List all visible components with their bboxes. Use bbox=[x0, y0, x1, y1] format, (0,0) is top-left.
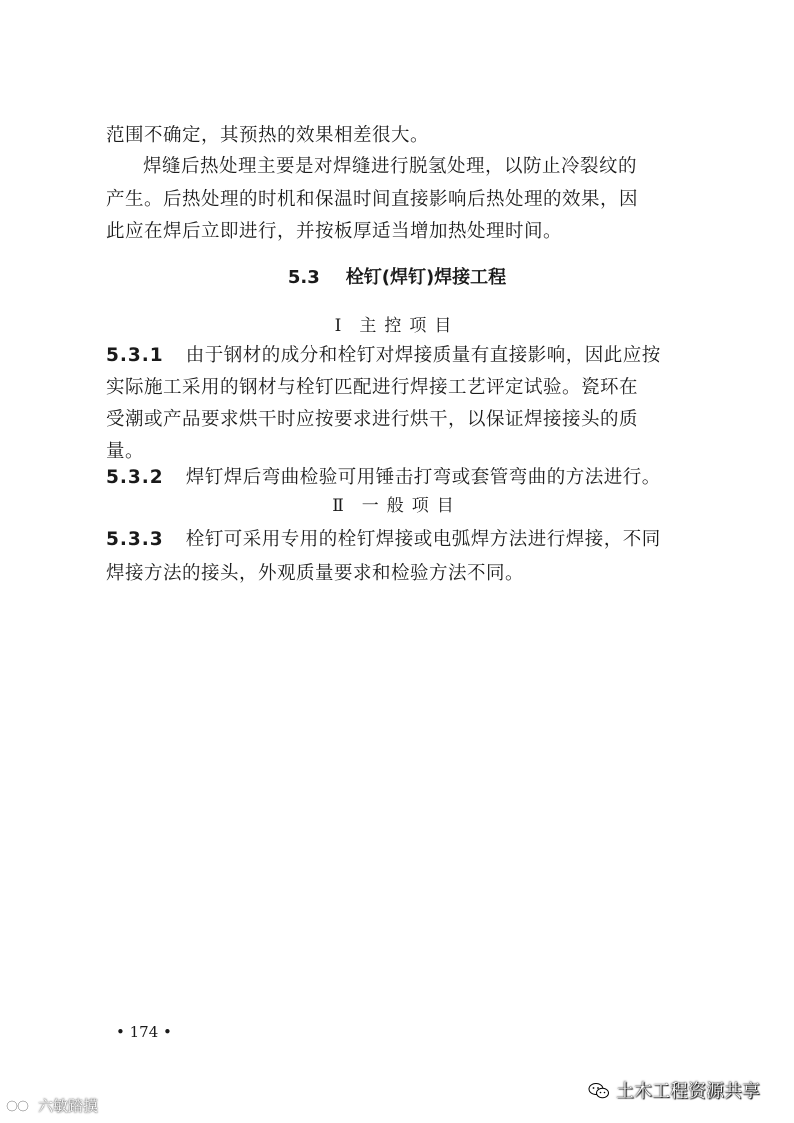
line-intro-2: 焊缝后热处理主要是对焊缝进行脱氢处理，以防止冷裂纹的 bbox=[143, 156, 638, 177]
watermark-account-text: 土木工程资源共享 bbox=[616, 1081, 760, 1102]
watermark-site-text: 六敏踏摸 bbox=[38, 1097, 99, 1115]
subsection-general-title: 一般项目 bbox=[361, 496, 462, 516]
clause-number: 5.3.1 bbox=[106, 345, 164, 366]
clause-5-3-1-line-1 bbox=[106, 344, 692, 368]
subsection-main-roman: Ⅰ bbox=[334, 316, 342, 336]
site-logo-icon bbox=[6, 1098, 34, 1114]
watermark-site bbox=[6, 1096, 98, 1116]
section-number: 5.3 bbox=[287, 267, 320, 288]
clause-text: 由于钢材的成分和栓钉对焊接质量有直接影响，因此应按 bbox=[185, 345, 661, 366]
section-title: 栓钉(焊钉)焊接工程 bbox=[345, 267, 507, 288]
clause-5-3-3-line-1 bbox=[106, 528, 692, 552]
clause-5-3-1-line-4: 量。 bbox=[106, 441, 145, 462]
clause-5-3-1-line-3: 受潮或产品要求烘干时应按要求进行烘干，以保证焊接接头的质 bbox=[106, 409, 639, 430]
page-number: • 174 • bbox=[116, 1023, 172, 1041]
wechat-icon bbox=[588, 1082, 610, 1100]
section-heading bbox=[0, 266, 794, 290]
clause-number: 5.3.3 bbox=[106, 529, 164, 550]
watermark-account bbox=[588, 1080, 760, 1104]
subsection-main-heading bbox=[0, 314, 794, 338]
clause-text: 栓钉可采用专用的栓钉焊接或电弧焊方法进行焊接，不同 bbox=[185, 529, 661, 550]
clause-5-3-2-line-1 bbox=[106, 466, 692, 490]
clause-5-3-1-line-2: 实际施工采用的钢材与栓钉匹配进行焊接工艺评定试验。瓷环在 bbox=[106, 377, 639, 398]
clause-5-3-3-line-2: 焊接方法的接头，外观质量要求和检验方法不同。 bbox=[106, 563, 525, 584]
subsection-general-heading bbox=[0, 494, 794, 518]
clause-text: 焊钉焊后弯曲检验可用锤击打弯或套管弯曲的方法进行。 bbox=[185, 467, 661, 488]
line-intro-3: 产生。后热处理的时机和保温时间直接影响后热处理的效果，因 bbox=[106, 189, 639, 210]
subsection-main-title: 主控项目 bbox=[359, 316, 460, 336]
clause-number: 5.3.2 bbox=[106, 467, 164, 488]
subsection-general-roman: Ⅱ bbox=[332, 496, 344, 516]
line-intro-1: 范围不确定，其预热的效果相差很大。 bbox=[106, 125, 430, 146]
line-intro-4: 此应在焊后立即进行，并按板厚适当增加热处理时间。 bbox=[106, 221, 563, 242]
